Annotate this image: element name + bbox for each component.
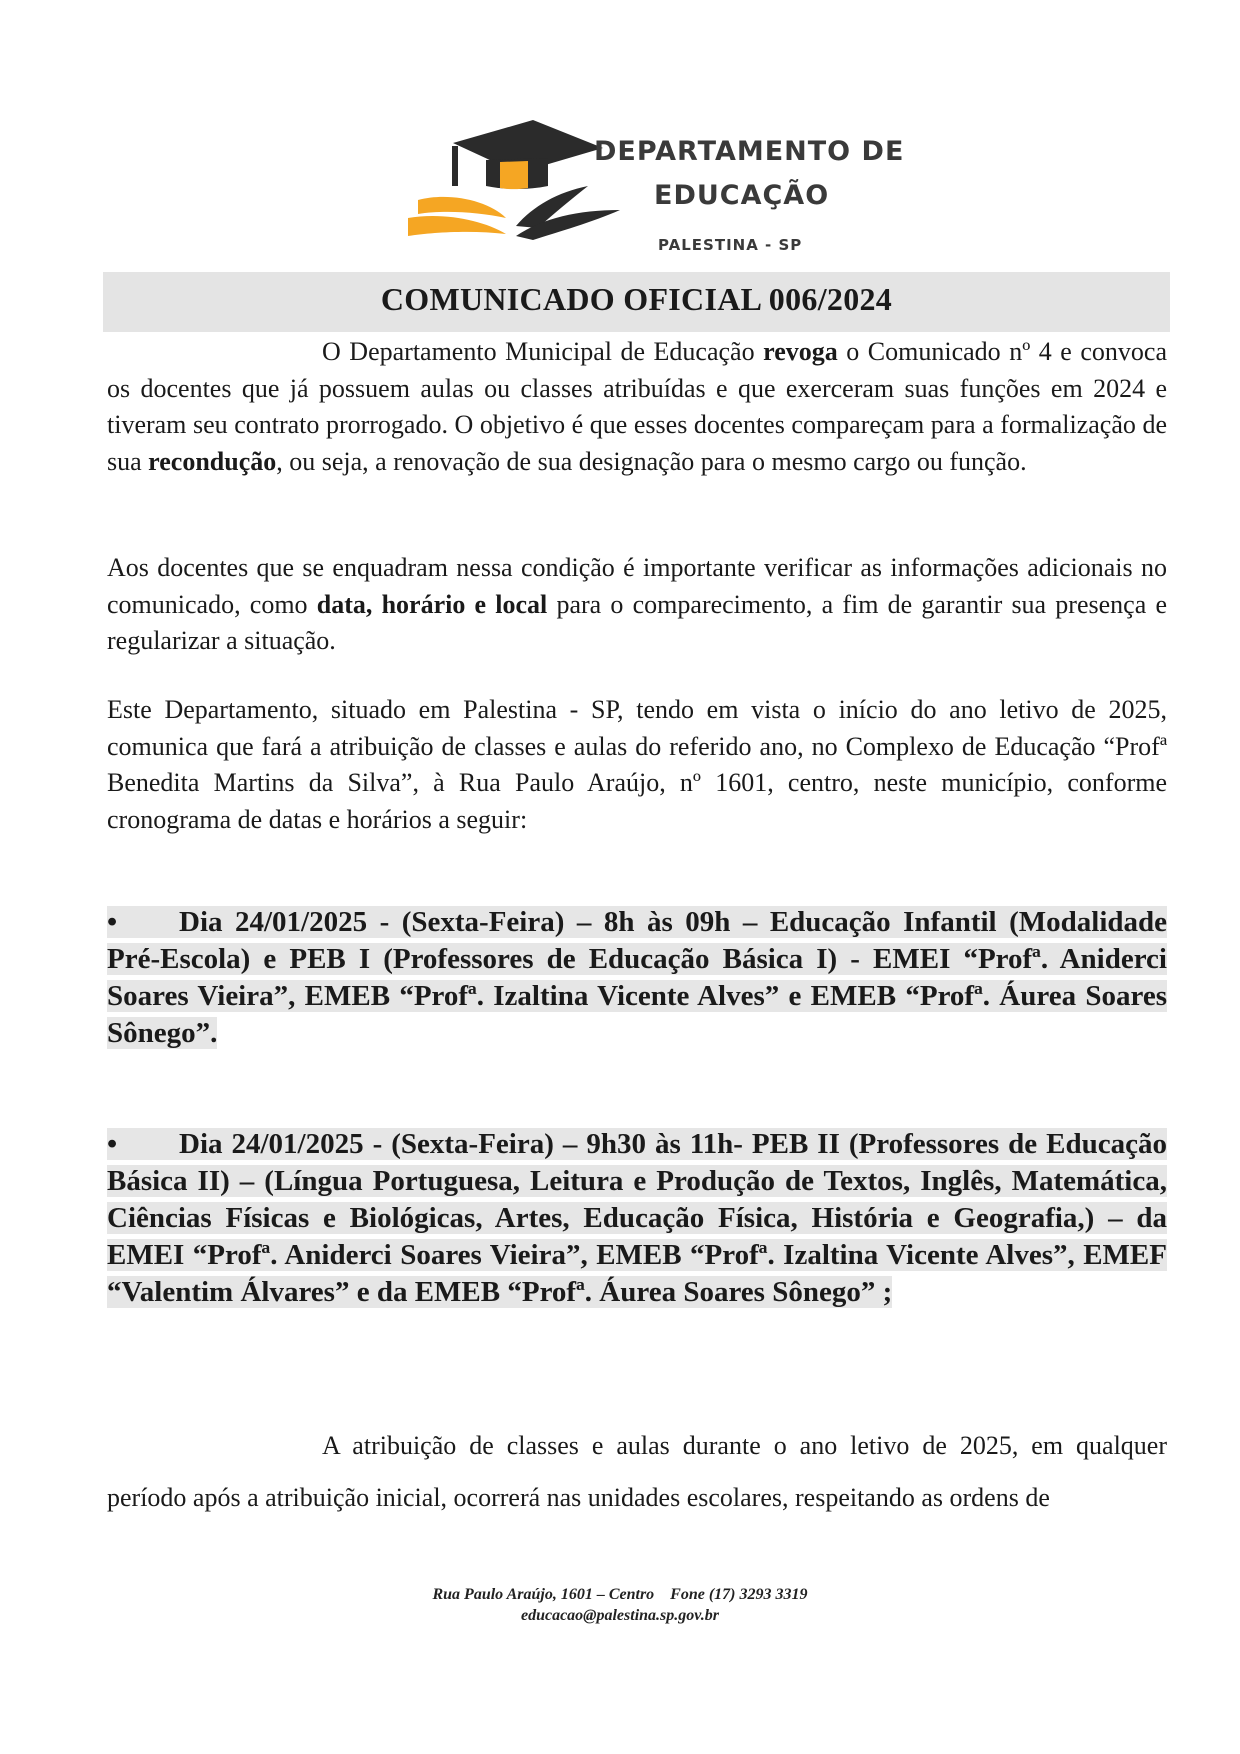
text-span: o Comunicado nº 4 e convoca os docentes que já possuem aulas ou classes atribuídas e que exerceram suas funções em 2024 e tiveram seu contrato prorrogado. O objetivo é que esses docentes compareçam para a formalização de sua	[107, 337, 1167, 476]
schedule-item	[107, 1126, 1167, 1311]
text-span: para o comparecimento, a fim de garantir sua presença e regularizar a situação.	[107, 589, 1167, 655]
footer-email: educacao@palestina.sp.gov.br	[520, 1607, 720, 1624]
bullet-marker: •	[107, 906, 118, 938]
footer-phone: Fone (17) 3293 3319	[670, 1586, 808, 1603]
paragraph-revocation	[107, 334, 1167, 480]
shaded-text	[107, 906, 1167, 1049]
org-name-line2: EDUCAÇÃO	[654, 180, 830, 211]
text-span: Aos docentes que se enquadram nessa condição é importante verificar as informações adicionais no comunicado, como	[107, 553, 1167, 619]
graduation-cap-book-logo	[388, 118, 628, 258]
text-span: O Departamento Municipal de Educação	[322, 337, 764, 366]
book-page-shape	[408, 216, 506, 236]
paragraph-instructions	[107, 550, 1167, 660]
footer-address-line	[0, 1584, 1240, 1605]
title-band	[103, 272, 1170, 332]
text-span: , ou seja, a renovação de sua designação para o mesmo cargo ou função.	[276, 446, 1027, 476]
bold-text: revoga	[763, 337, 838, 366]
cap-accent-shape	[500, 161, 528, 189]
org-name-line1: DEPARTAMENTO DE	[594, 136, 905, 167]
shaded-text	[107, 1128, 1167, 1308]
bullet-marker: •	[107, 1128, 118, 1160]
document-title: COMUNICADO OFICIAL 006/2024	[380, 281, 893, 317]
paragraph-schedule-intro: Este Departamento, situado em Palestina - SP, tendo em vista o início do ano letivo de 2025, comunica que fará a atribuição de classes e aulas do referido ano, no Complexo de Educação “Profª Benedita Martins da Silva”, à Rua Paulo Araújo, nº 1601, centro, neste município, conforme cronograma de datas e horários a seguir:	[107, 695, 1167, 834]
paragraph-attribution: A atribuição de classes e aulas durante o ano letivo de 2025, em qualquer período após a atribuição inicial, ocorrerá nas unidades escolares, respeitando as ordens de	[107, 1431, 1167, 1512]
schedule-item	[107, 904, 1167, 1052]
bold-text: recondução	[148, 446, 277, 476]
letterhead	[380, 118, 905, 258]
schedule-text: Dia 24/01/2025 - (Sexta-Feira) – 8h às 09h – Educação Infantil (Modalidade Pré-Escola) e PEB I (Professores de Educação Básica I) - EMEI “Profª. Aniderci Soares Vieira”, EMEB “Profª. Izaltina Vicente Alves” e EMEB “Profª. Áurea Soares Sônego”.	[107, 906, 1167, 1049]
schedule-text: Dia 24/01/2025 - (Sexta-Feira) – 9h30 às 11h- PEB II (Professores de Educação Básica II) – (Língua Portuguesa, Leitura e Produção de Textos, Inglês, Matemática, Ciências Físicas e Biológicas, Artes, Educação Física, História e Geografia,) – da EMEI “Profª. Aniderci Soares Vieira”, EMEB “Profª. Izaltina Vicente Alves”, EMEF “Valentim Álvares” e da EMEB “Profª. Áurea Soares Sônego” ;	[107, 1128, 1167, 1308]
tassel-shape	[452, 146, 458, 186]
org-location: PALESTINA - SP	[658, 236, 803, 254]
footer	[0, 1584, 1240, 1626]
book-page-shape	[418, 197, 506, 218]
footer-address: Rua Paulo Araújo, 1601 – Centro	[432, 1586, 655, 1603]
bold-text: data, horário e local	[316, 589, 548, 619]
